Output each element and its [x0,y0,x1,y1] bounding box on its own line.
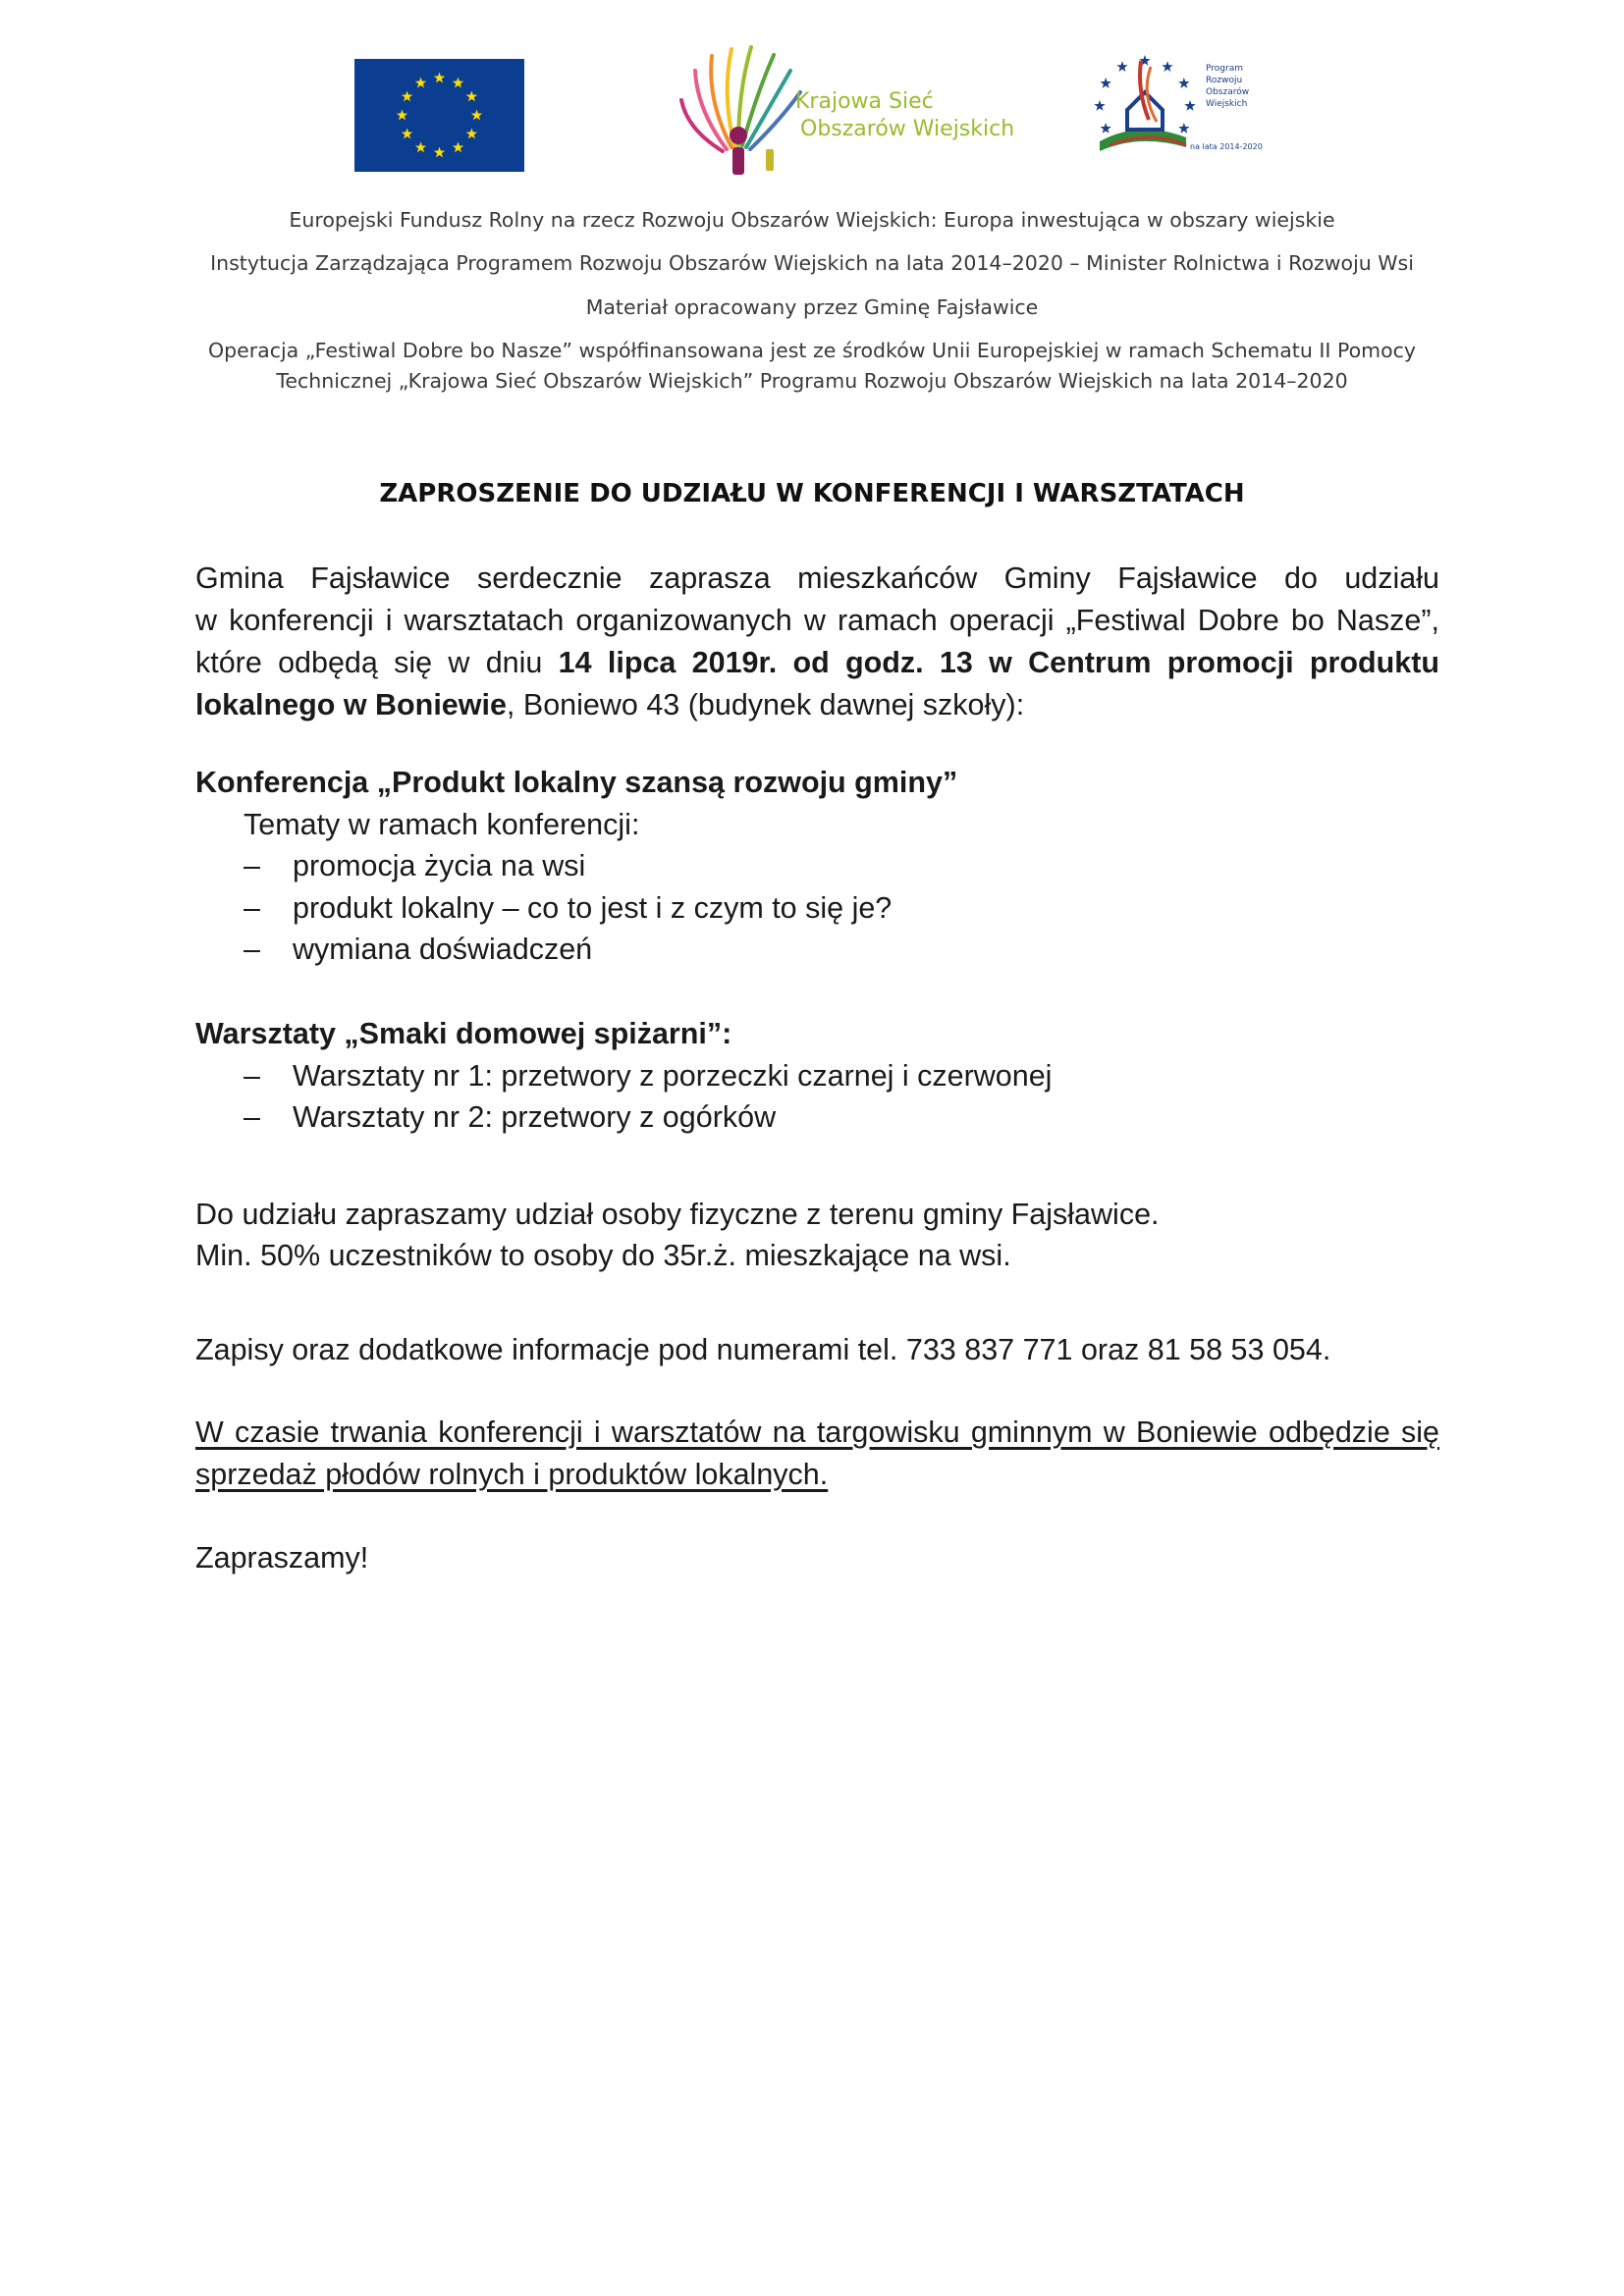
prow-star-icon [1184,100,1195,111]
bullet-dash: – [244,1059,260,1093]
prow-logo [1080,51,1276,161]
ksow-logo-text-2: Obszarów Wiejskich [800,117,1015,141]
list-item [244,1059,1052,1094]
header-line-3: Materiał opracowany przez Gminę Fajsławice [585,295,1039,319]
prow-text-1: Rozwoju [1206,76,1243,85]
topic-text: promocja życia na wsi [293,849,586,882]
conference-topics-label: Tematy w ramach konferencji: [244,808,640,841]
intro-line-1: Gmina Fajsławice serdecznie zaprasza mieszkańców Gminy Fajsławice do udziału [195,561,1439,595]
participants-line-2: Min. 50% uczestników to osoby do 35r.ż. mieszkające na wsi. [195,1239,1011,1272]
list-item [244,933,592,967]
intro-location: lokalnego w Boniewie [195,688,507,721]
list-item [244,1100,776,1135]
intro-line-3-a: które odbędą się w dniu [195,646,559,679]
bullet-dash: – [244,1100,260,1134]
intro-line-3 [195,642,1439,684]
market-line-2: sprzedaż płodów rolnych i produktów lokalnych. [195,1458,829,1491]
prow-star-icon [1178,123,1189,133]
document-title: ZAPROSZENIE DO UDZIAŁU W KONFERENCJI I WARSZTATACH [379,479,1245,508]
eu-flag-logo [354,59,524,172]
list-item [244,891,892,926]
workshops-heading: Warsztaty „Smaki domowej spiżarni”: [195,1017,732,1050]
header-line-2: Instytucja Zarządzająca Programem Rozwoju Obszarów Wiejskich na lata 2014–2020 – Minister Rolnictwa i Rozwoju Wsi [210,251,1414,275]
header-line-1: Europejski Fundusz Rolny na rzecz Rozwoju Obszarów Wiejskich: Europa inwestująca w obszary wiejskie [289,208,1335,232]
intro-date-time: 14 lipca 2019r. od godz. 13 w Centrum promocji produktu [558,646,1439,679]
contact-info: Zapisy oraz dodatkowe informacje pod numerami tel. 733 837 771 oraz 81 58 53 054. [195,1333,1331,1366]
prow-star-icon [1100,123,1110,133]
bullet-dash: – [244,849,260,882]
closing-text: Zapraszamy! [195,1541,369,1575]
intro-line-2: w konferencji i warsztatach organizowanych w ramach operacji „Festiwal Dobre bo Nasze”, [195,604,1439,637]
conference-heading: Konferencja „Produkt lokalny szansą rozwoju gminy” [195,766,958,799]
prow-star-icon [1094,100,1105,111]
prow-star-icon [1178,78,1189,88]
intro-paragraph [195,558,1439,726]
topic-text: wymiana doświadczeń [293,933,593,966]
prow-star-icon [1100,78,1110,88]
prow-text-2: Obszarów [1206,87,1250,97]
header-line-4: Operacja „Festiwal Dobre bo Nasze” współfinansowana jest ze środków Unii Europejskiej w ramach Schematu II Pomocy [207,339,1417,362]
intro-line-4 [195,684,1439,726]
ksow-logo-text-1: Krajowa Sieć [795,89,934,114]
prow-text-0: Program [1206,64,1243,74]
ksow-logo [677,41,1031,179]
logo-row [0,0,1624,187]
market-line-1: W czasie trwania konferencji i warsztatów na targowisku gminnym w Boniewie odbędzie się [195,1415,1439,1449]
prow-text-3: Wiejskich [1206,99,1248,109]
prow-star-icon [1162,61,1172,72]
intro-line-4-b: , Boniewo 43 (budynek dawnej szkoły): [506,688,1025,721]
prow-text-years: na lata 2014-2020 [1190,142,1263,151]
prow-star-icon [1116,61,1127,72]
bullet-dash: – [244,933,260,966]
bullet-dash: – [244,891,260,925]
workshop-text: Warsztaty nr 2: przetwory z ogórków [293,1100,777,1134]
list-item [244,849,585,883]
header-line-5: Technicznej „Krajowa Sieć Obszarów Wiejskich” Programu Rozwoju Obszarów Wiejskich na lata 2014–2020 [276,369,1348,393]
participants-line-1: Do udziału zapraszamy udział osoby fizyczne z terenu gminy Fajsławice. [195,1198,1160,1231]
workshop-text: Warsztaty nr 1: przetwory z porzeczki czarnej i czerwonej [293,1059,1053,1093]
topic-text: produkt lokalny – co to jest i z czym to się je? [293,891,893,925]
